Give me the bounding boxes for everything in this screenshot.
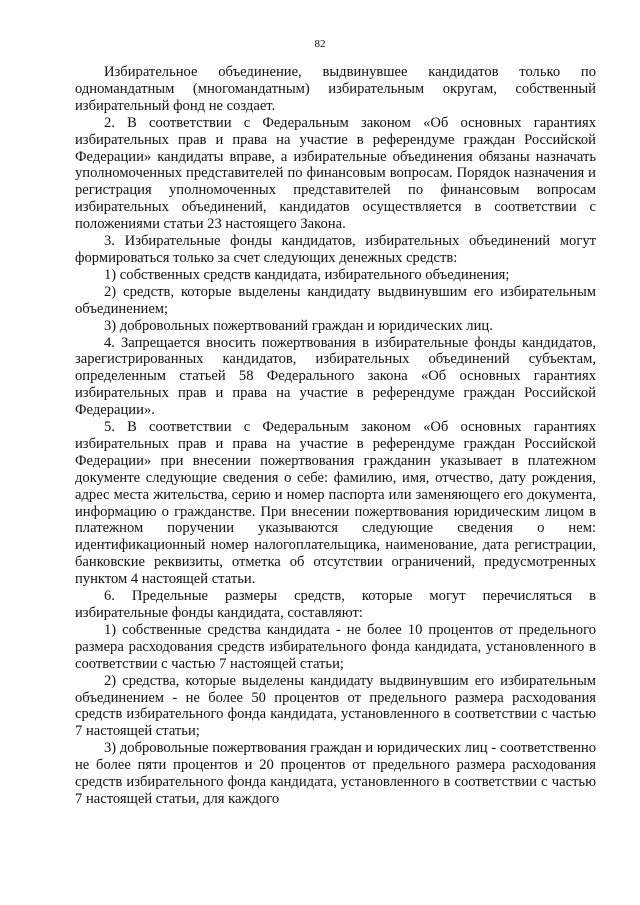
paragraph-4: 4. Запрещается вносить пожертвования в избирательные фонды кандидатов, зарегистрированных кандидатов, избирательных объединений субъектам, определенным статьей 58 Федерального закона «Об основных гарантиях избирательных прав и права на участие в референдуме граждан Российской Федерации». — [75, 334, 596, 419]
list-item-3-2: 2) средств, которые выделены кандидату выдвинувшим его избирательным объединением; — [75, 283, 596, 317]
paragraph-1: Избирательное объединение, выдвинувшее кандидатов только по одномандатным (многомандатным) избирательным округам, собственный избирательный фонд не создает. — [75, 64, 596, 114]
list-item-6-1: 1) собственные средства кандидата - не более 10 процентов от предельного размера расходования средств избирательного фонда кандидата, установленного в соответствии с частью 7 настоящей статьи; — [75, 621, 596, 672]
paragraph-5: 5. В соответствии с Федеральным законом «Об основных гарантиях избирательных прав и права на участие в референдуме граждан Российской Федерации» при внесении пожертвования гражданин указывает в платежном документе следующие сведения о себе: фамилию, имя, отчество, дату рождения, адрес места жительства, серию и номер паспорта или заменяющего его документа, информацию о гражданстве. При внесении пожертвования юридическим лицом в платежном поручении указываются следующие сведения о нем: идентификационный номер налогоплательщика, наименование, дата регистрации, банковские реквизиты, отметка об отсутствии ограничений, предусмотренных пунктом 4 настоящей статьи. — [75, 419, 596, 588]
paragraph-3: 3. Избирательные фонды кандидатов, избирательных объединений могут формироваться только за счет следующих денежных средств: — [75, 233, 596, 266]
list-item-3-3: 3) добровольных пожертвований граждан и юридических лиц. — [104, 317, 493, 334]
list-item-6-2: 2) средства, которые выделены кандидату выдвинувшим его избирательным объединением - не более 50 процентов от предельного размера расходования средств избирательного фонда кандидата, установленного в соответствии с частью 7 настоящей статьи; — [75, 672, 596, 740]
list-item-3-1: 1) собственных средств кандидата, избирательного объединения; — [104, 266, 510, 283]
page-number: 82 — [314, 38, 326, 50]
paragraph-6: 6. Предельные размеры средств, которые могут перечисляться в избирательные фонды кандидата, составляют: — [75, 588, 596, 621]
list-item-6-3: 3) добровольные пожертвования граждан и юридических лиц - соответственно не более пяти процентов и 20 процентов от предельного размера расходования средств избирательного фонда кандидата, установленного в соответствии с частью 7 настоящей статьи, для каждого — [75, 740, 596, 807]
document-body — [75, 64, 596, 808]
paragraph-2: 2. В соответствии с Федеральным законом «Об основных гарантиях избирательных прав и права на участие в референдуме граждан Российской Федерации» кандидаты вправе, а избирательные объединения обязаны назначать уполномоченных представителей по финансовым вопросам. Порядок назначения и регистрация уполномоченных представителей по финансовым вопросам избирательных объединений, кандидатов осуществляется в соответствии с положениями статьи 23 настоящего Закона. — [75, 114, 596, 233]
